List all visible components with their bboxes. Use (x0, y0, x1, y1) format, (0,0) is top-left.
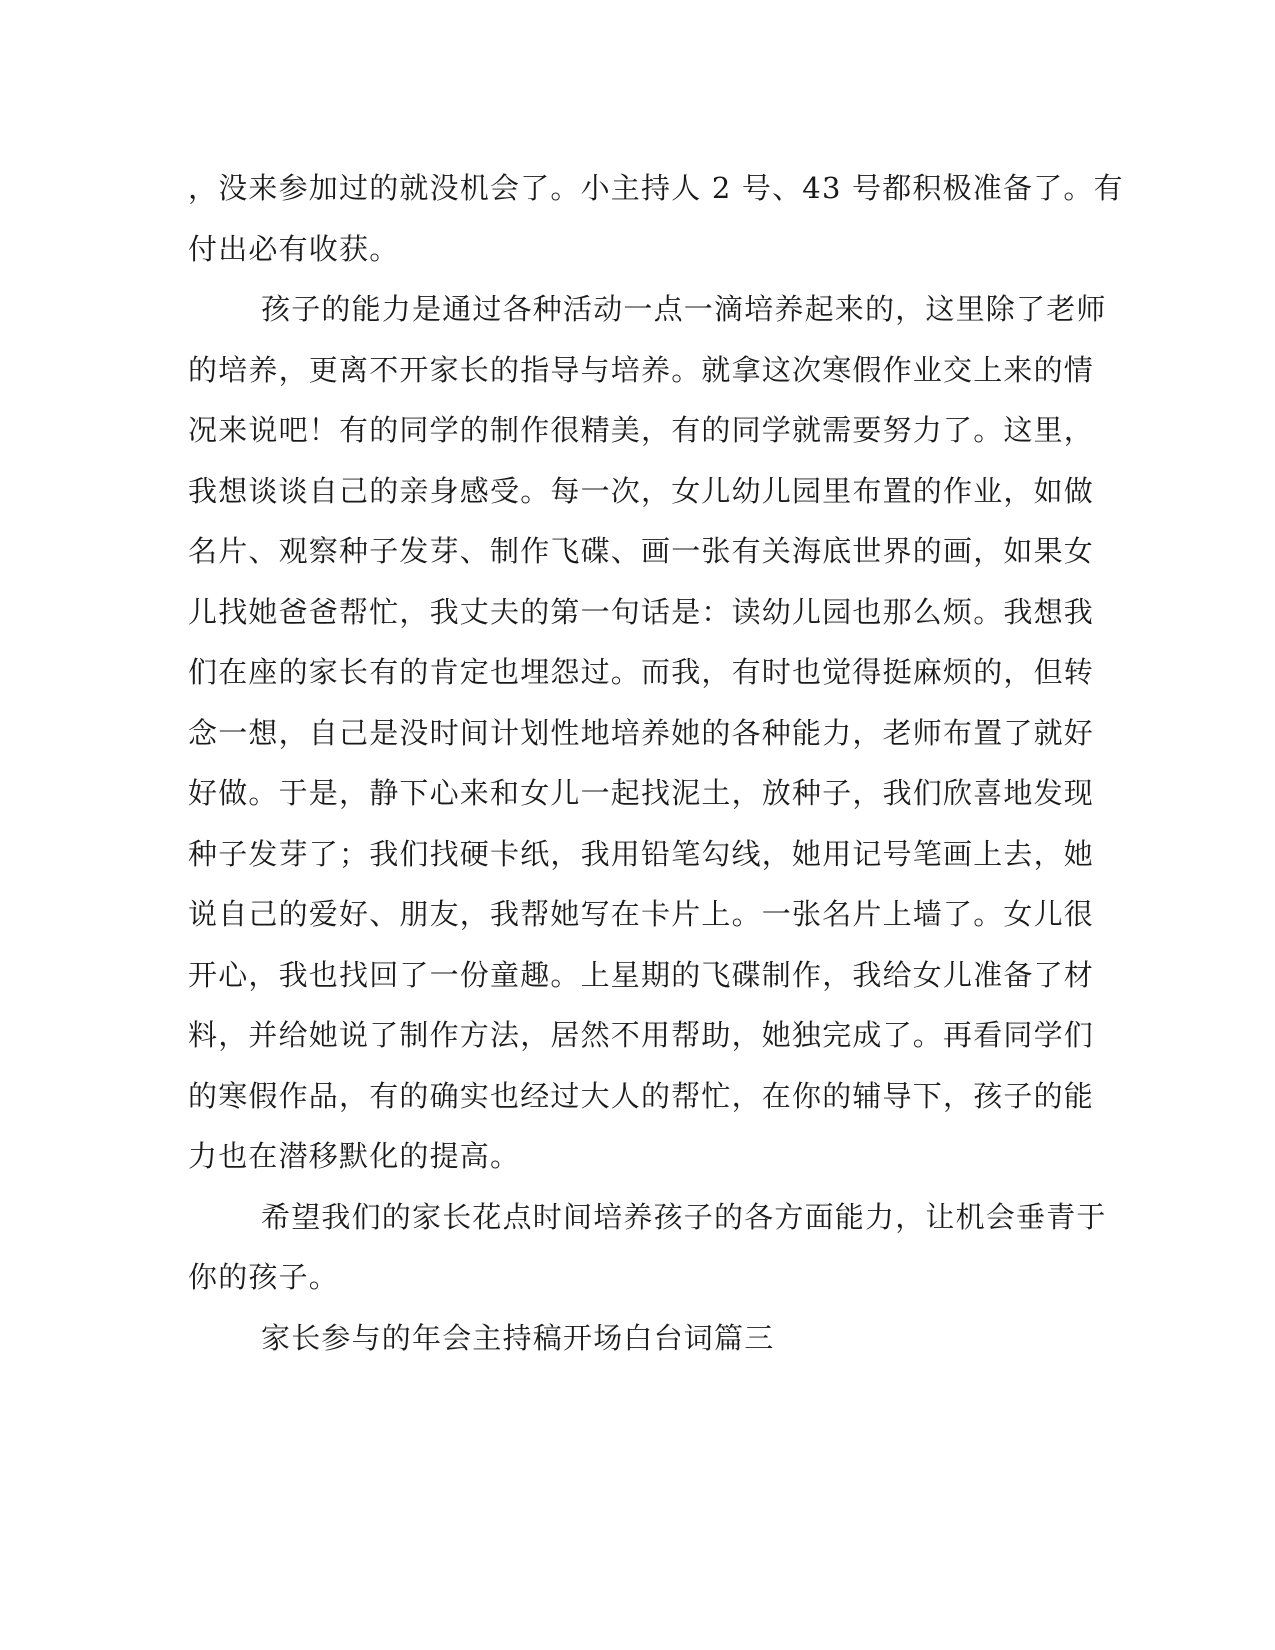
text-line: 付出必有收获。 (188, 231, 400, 266)
text-line: 们在座的家长有的肯定也埋怨过。而我，有时也觉得挺麻烦的，但转 (188, 655, 1095, 689)
text-line: 种子发芽了；我们找硬卡纸，我用铅笔勾线，她用记号笔画上去，她 (188, 836, 1095, 871)
text-line: 名片、观察种子发芽、制作飞碟、画一张有关海底世界的画，如果女 (188, 534, 1095, 568)
text-line: 念一想，自己是没时间计划性地培养她的各种能力，老师布置了就好 (188, 715, 1095, 750)
text-line: 况来说吧！有的同学的制作很精美，有的同学就需要努力了。这里， (188, 413, 1095, 447)
text-line: 我想谈谈自己的亲身感受。每一次，女儿幼儿园里布置的作业，如做 (188, 473, 1095, 508)
paragraph-hope (188, 1187, 1107, 1308)
text-line: 开心，我也找回了一份童趣。上星期的飞碟制作，我给女儿准备了材 (188, 957, 1095, 992)
text-line: 儿找她爸爸帮忙，我丈夫的第一句话是：读幼儿园也那么烦。我想我 (188, 594, 1095, 629)
section-heading (188, 1308, 1068, 1369)
text-line: 好做。于是，静下心来和女儿一起找泥土，放种子，我们欣喜地发现 (188, 776, 1095, 810)
text-line: 的培养，更离不开家长的指导与培养。就拿这次寒假作业交上来的情 (188, 352, 1095, 387)
text-line: 你的孩子。 (188, 1260, 340, 1294)
text-line: 力也在潜移默化的提高。 (188, 1139, 521, 1173)
text-line: 说自己的爱好、朋友，我帮她写在卡片上。一张名片上墙了。女儿很 (188, 897, 1095, 931)
text-line: 料，并给她说了制作方法，居然不用帮助，她独完成了。再看同学们 (188, 1018, 1095, 1052)
text-line: 希望我们的家长花点时间培养孩子的各方面能力，让机会垂青于 (261, 1199, 1107, 1234)
paragraph-abilities (188, 279, 1107, 1187)
text-line: 的寒假作品，有的确实也经过大人的帮忙，在你的辅导下，孩子的能 (188, 1078, 1095, 1113)
document-body (188, 158, 1124, 1368)
paragraph-intro-end (188, 158, 1124, 279)
text-line: 孩子的能力是通过各种活动一点一滴培养起来的，这里除了老师 (261, 292, 1107, 326)
text-line: ，没来参加过的就没机会了。小主持人 2 号、43 号都积极准备了。有 (188, 171, 1124, 205)
section-heading-text: 家长参与的年会主持稿开场白台词篇三 (261, 1320, 775, 1355)
